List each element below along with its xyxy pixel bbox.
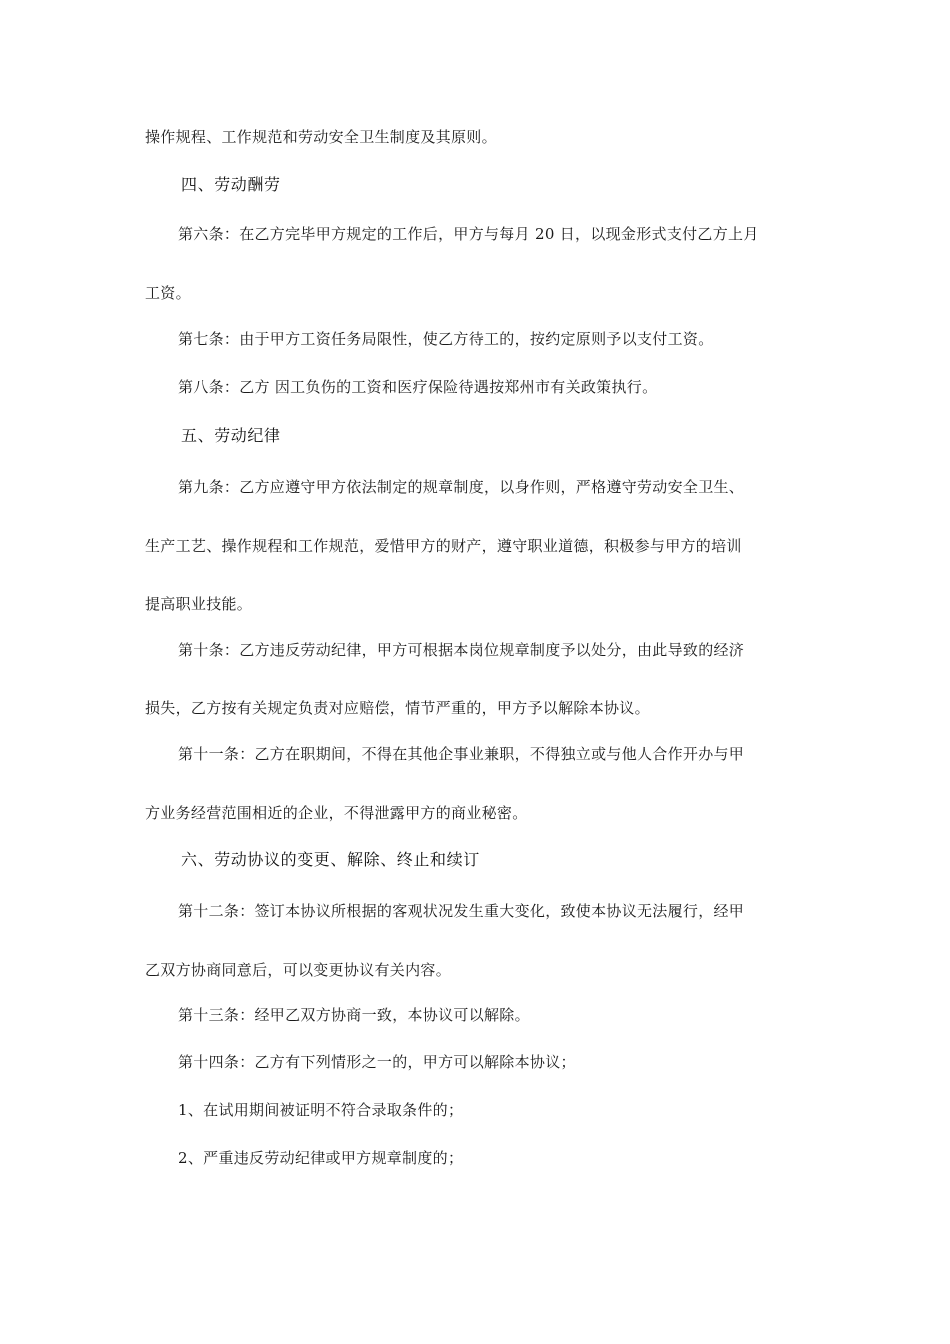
paragraph-line: 第十四条：乙方有下列情形之一的，甲方可以解除本协议； (178, 1053, 576, 1071)
paragraph-line: 操作规程、工作规范和劳动安全卫生制度及其原则。 (145, 128, 497, 146)
paragraph-line: 第九条：乙方应遵守甲方依法制定的规章制度，以身作则，严格遵守劳动安全卫生、 (178, 478, 745, 496)
paragraph-line: 乙双方协商同意后，可以变更协议有关内容。 (145, 961, 452, 979)
paragraph-line: 第十三条：经甲乙双方协商一致，本协议可以解除。 (178, 1006, 530, 1024)
paragraph-line: 损失，乙方按有关规定负责对应赔偿，情节严重的，甲方予以解除本协议。 (145, 699, 650, 717)
paragraph-line: 第七条：由于甲方工资任务局限性，使乙方待工的，按约定原则予以支付工资。 (178, 330, 714, 348)
paragraph-line: 第六条：在乙方完毕甲方规定的工作后，甲方与每月 20 日，以现金形式支付乙方上月 (178, 225, 759, 243)
section-heading: 四、劳动酬劳 (181, 175, 281, 194)
paragraph-line: 第十二条：签订本协议所根据的客观状况发生重大变化，致使本协议无法履行，经甲 (178, 902, 745, 920)
paragraph-line: 第十条：乙方违反劳动纪律，甲方可根据本岗位规章制度予以处分，由此导致的经济 (178, 641, 745, 659)
list-item: 2、严重违反劳动纪律或甲方规章制度的； (178, 1149, 464, 1167)
section-heading: 五、劳动纪律 (181, 426, 281, 445)
paragraph-line: 方业务经营范围相近的企业，不得泄露甲方的商业秘密。 (145, 804, 528, 822)
paragraph-line: 工资。 (145, 284, 191, 302)
paragraph-line: 提高职业技能。 (145, 595, 253, 613)
paragraph-line: 生产工艺、操作规程和工作规范，爱惜甲方的财产，遵守职业道德，积极参与甲方的培训 (145, 537, 742, 555)
paragraph-line: 第十一条：乙方在职期间，不得在其他企事业兼职，不得独立或与他人合作开办与甲 (178, 745, 745, 763)
section-heading: 六、劳动协议的变更、解除、终止和续订 (181, 850, 480, 869)
paragraph-line: 第八条：乙方 因工负伤的工资和医疗保险待遇按郑州市有关政策执行。 (178, 378, 658, 396)
list-item: 1、在试用期间被证明不符合录取条件的； (178, 1101, 464, 1119)
